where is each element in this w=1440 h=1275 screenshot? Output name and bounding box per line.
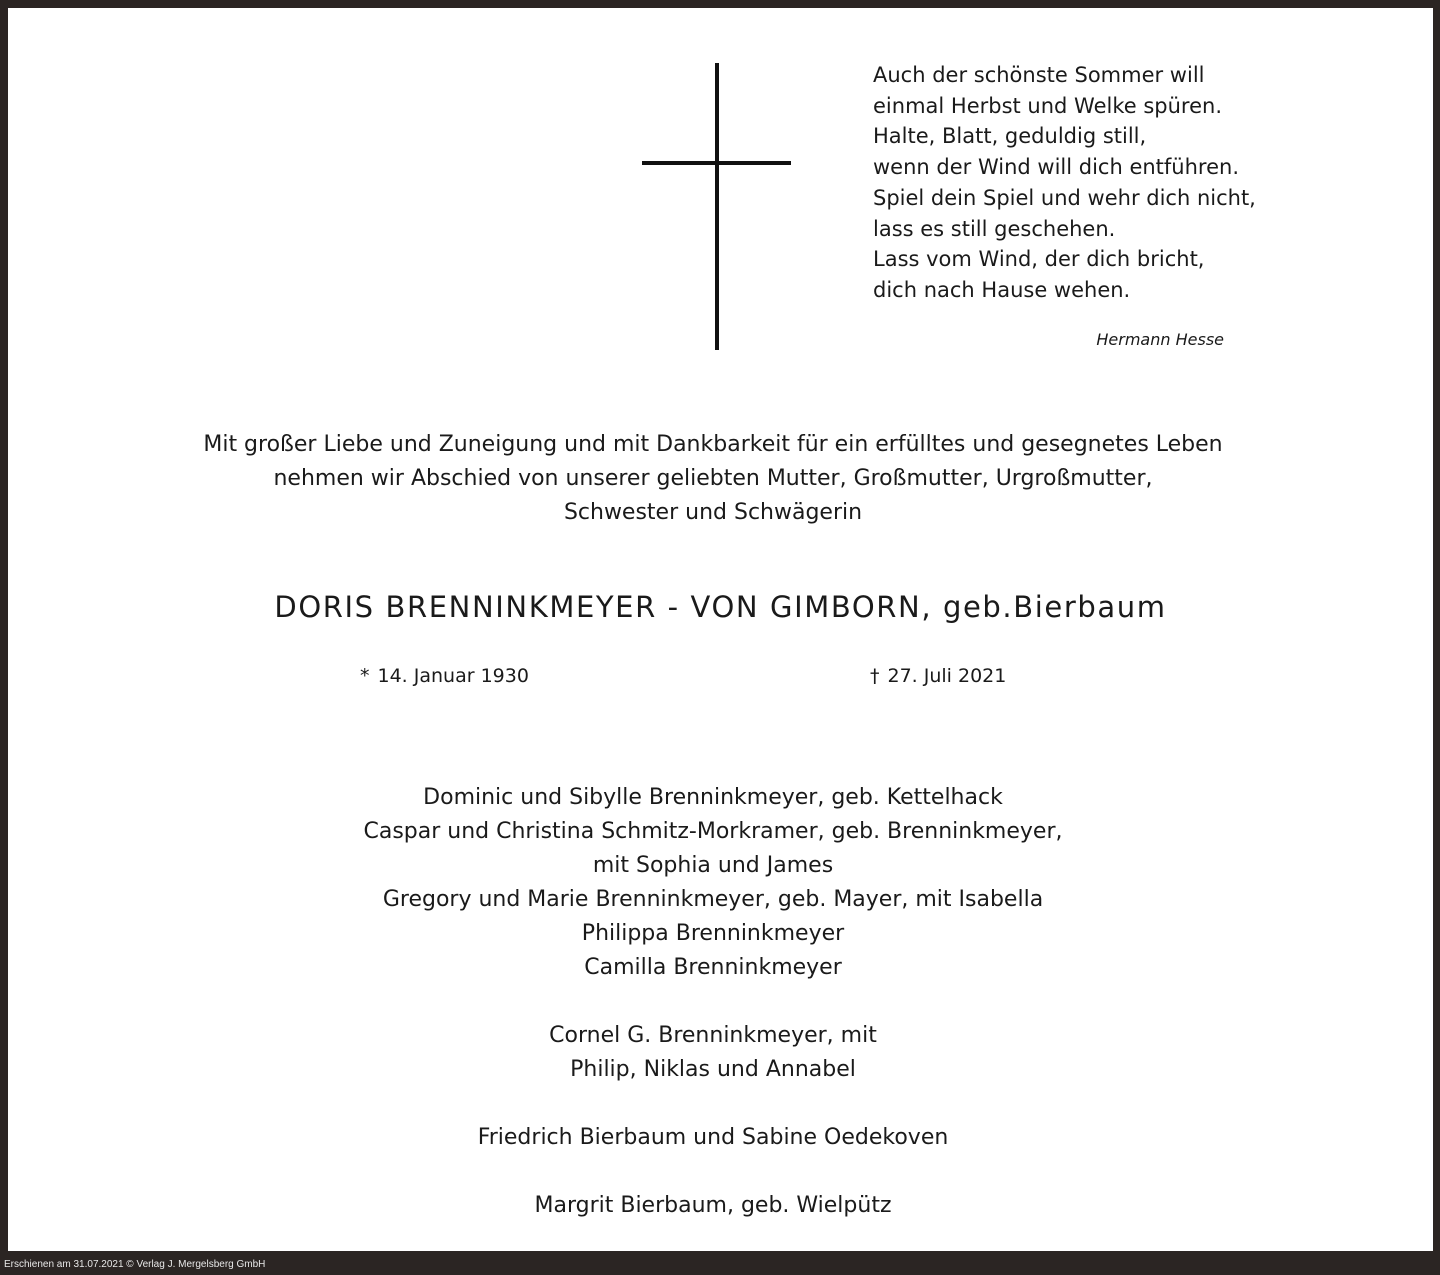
mourner-line: Caspar und Christina Schmitz-Morkramer, geb. Brenninkmeyer, xyxy=(363,819,1063,844)
mourner-line: Margrit Bierbaum, geb. Wielpütz xyxy=(534,1193,892,1218)
deceased-name: DORIS BRENNINKMEYER - VON GIMBORN, geb.Bierbaum xyxy=(274,590,1167,624)
death-cross-icon: † xyxy=(870,665,880,687)
publication-footer: Erschienen am 31.07.2021 © Verlag J. Mergelsberg GmbH xyxy=(4,1259,266,1270)
poem-line: lass es still geschehen. xyxy=(873,216,1116,241)
poem-line: dich nach Hause wehen. xyxy=(873,277,1131,302)
poem xyxy=(873,60,1303,306)
birth-star-icon: * xyxy=(360,665,370,687)
obituary-sheet xyxy=(8,8,1433,1251)
mourner-line: mit Sophia und James xyxy=(592,853,834,878)
intro-line: Schwester und Schwägerin xyxy=(563,500,863,525)
mourner-line: Philip, Niklas und Annabel xyxy=(570,1057,856,1082)
family-list xyxy=(8,781,1418,1223)
poem-line: Auch der schönste Sommer will xyxy=(873,63,1205,87)
cross-symbol xyxy=(642,63,791,350)
mourner-line: Cornel G. Brenninkmeyer, mit xyxy=(549,1023,877,1048)
poem-author: Hermann Hesse xyxy=(1096,330,1224,349)
cross-vertical-bar xyxy=(715,63,719,350)
group-spacer xyxy=(8,985,1418,1019)
poem-line: Lass vom Wind, der dich bricht, xyxy=(873,247,1205,272)
intro-line: Mit großer Liebe und Zuneigung und mit Dankbarkeit für ein erfülltes und gesegnetes Leben xyxy=(203,432,1223,457)
poem-line: wenn der Wind will dich entführen. xyxy=(873,155,1240,180)
birth-date-block xyxy=(360,665,529,687)
mourner-line: Gregory und Marie Brenninkmeyer, geb. Mayer, mit Isabella xyxy=(382,887,1044,912)
mourner-line: Dominic und Sibylle Brenninkmeyer, geb. Kettelhack xyxy=(423,785,1003,810)
death-date-block xyxy=(870,665,1006,687)
cross-horizontal-bar xyxy=(642,161,791,165)
mourner-line: Philippa Brenninkmeyer xyxy=(581,921,845,946)
intro-text xyxy=(8,428,1418,530)
mourner-line: Camilla Brenninkmeyer xyxy=(584,955,842,980)
mourner-line: Friedrich Bierbaum und Sabine Oedekoven xyxy=(477,1125,949,1150)
poem-line: Halte, Blatt, geduldig still, xyxy=(873,124,1147,149)
group-spacer xyxy=(8,1155,1418,1189)
poem-line: einmal Herbst und Welke spüren. xyxy=(873,93,1223,118)
birth-date: 14. Januar 1930 xyxy=(377,665,529,687)
poem-line: Spiel dein Spiel und wehr dich nicht, xyxy=(873,185,1256,210)
group-spacer xyxy=(8,1087,1418,1121)
intro-line: nehmen wir Abschied von unserer geliebten Mutter, Großmutter, Urgroßmutter, xyxy=(273,466,1153,491)
death-date: 27. Juli 2021 xyxy=(887,665,1007,687)
